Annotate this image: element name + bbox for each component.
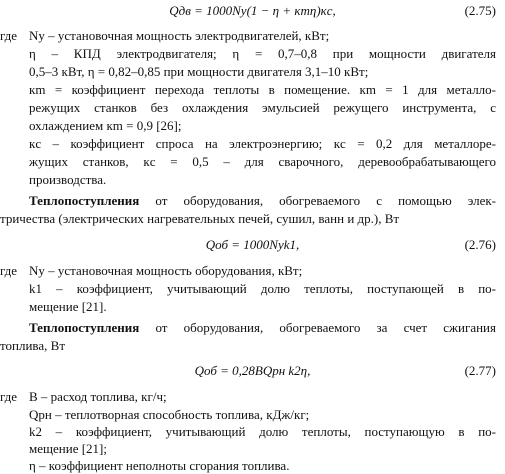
def-text: Qрн – теплотворная способность топлива, кДж/кг; [29,407,310,422]
def-text: k2 – коэффициент, учитывающий долю теплоты, поступающую в по- [29,424,496,439]
def-text: кm = коэффициент перехода теплоты в помещение. кm = 1 для металло- [29,82,496,97]
formula-number: (2.76) [464,237,496,252]
paragraph-bold: Теплопоступления [29,320,140,335]
def-text: мещение [21]. [29,299,107,314]
formula-expression: Qоб = 0,28BQрн k2η, [194,363,311,378]
where-word: где [0,389,18,404]
def-text: Nу – установочная мощность оборудования, кВт; [29,263,303,278]
formula-expression: Qдв = 1000Nу(1 − η + кmη)кc, [169,3,336,18]
def-text: η – коэффициент неполноты сгорания топлива. [29,458,290,473]
formula-number: (2.77) [464,363,496,378]
def-text: охлаждением кm = 0,9 [26]; [29,118,182,133]
where-word: где [0,28,18,43]
def-text: 0,5–3 кВт, η = 0,82–0,85 при мощности двигателя 3,1–10 кВт; [29,64,369,79]
def-text: производства. [29,172,107,187]
def-text: жущих станков, кc = 0,5 – для сварочного, деревообрабатывающего [29,154,496,169]
paragraph-text: тричества (электрических нагревательных печей, сушил, ванн и др.), Вт [0,211,400,226]
paragraph-rest: от оборудования, обогреваемого с помощью элек- [139,193,496,208]
paragraph-text [29,320,496,336]
formula-2-75 [0,3,505,19]
paragraph-text: топлива, Вт [0,338,65,353]
def-text: мещение [21]; [29,441,107,456]
formula-number: (2.75) [464,3,496,18]
formula-2-76 [0,237,505,253]
paragraph-rest: от оборудования, обогреваемого за счет сжигания [139,320,496,335]
def-text: кc – коэффициент спроса на электроэнергию; кc = 0,2 для металлоре- [29,136,496,151]
def-text: режущих станков без охлаждения эмульсией режущего инструмента, с [29,100,496,115]
formula-expression: Qоб = 1000Nуk1, [205,237,300,252]
formula-2-77 [0,363,505,379]
paragraph-bold: Теплопоступления [29,193,140,208]
def-text: η – КПД электродвигателя; η = 0,7–0,8 при мощности двигателя [29,46,496,61]
paragraph-text [29,193,496,209]
where-word: где [0,263,18,278]
def-text: B – расход топлива, кг/ч; [29,389,167,404]
def-text: k1 – коэффициент, учитывающий долю теплоты, поступающей в по- [29,281,496,296]
def-text: Nу – установочная мощность электродвигателей, кВт; [29,28,330,43]
